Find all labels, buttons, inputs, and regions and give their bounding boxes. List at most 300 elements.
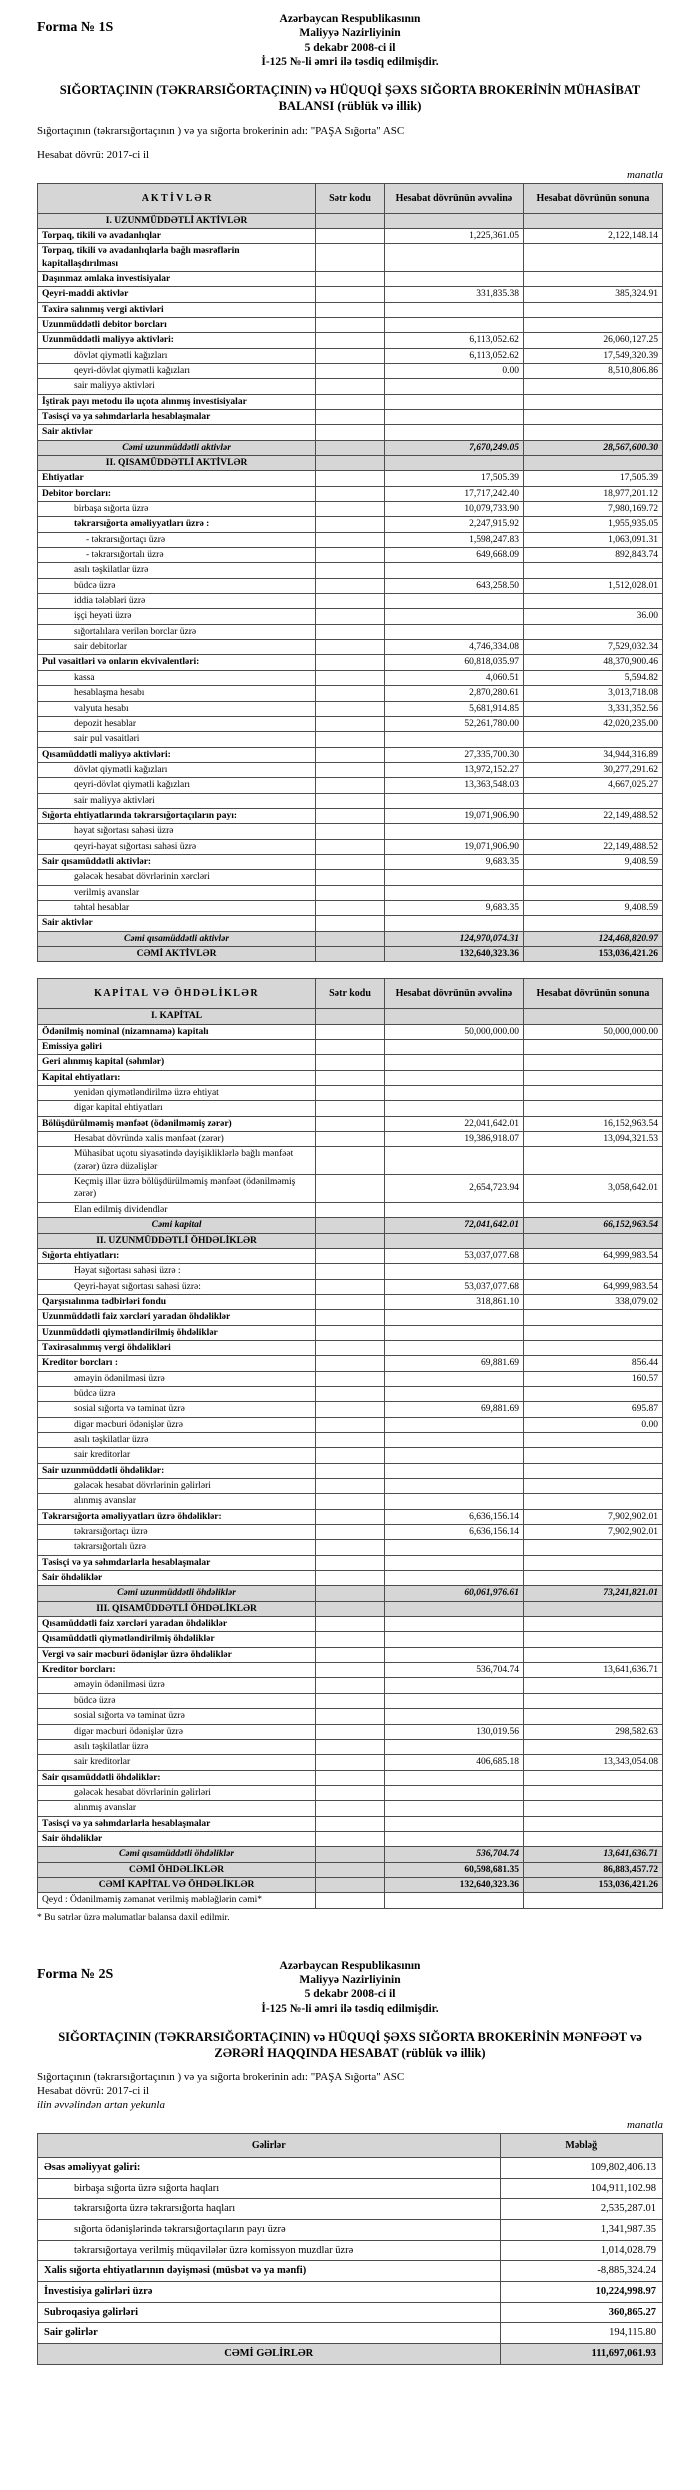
row-code — [316, 655, 385, 670]
row-value: 10,079,733.90 — [384, 502, 523, 517]
table-row — [38, 517, 663, 532]
approval-line: 5 dekabr 2008-ci il — [304, 41, 396, 54]
balance-footnote: * Bu sətrlər üzrə məlumatlar balansa daxil edilmir. — [37, 1912, 230, 1923]
table-row — [38, 1448, 663, 1463]
table-row — [38, 532, 663, 547]
row-code — [316, 1770, 385, 1785]
table-row — [38, 870, 663, 885]
row-code — [316, 1101, 385, 1116]
row-code — [316, 747, 385, 762]
row-code — [316, 1132, 385, 1147]
row-code — [316, 1724, 385, 1739]
table-row — [38, 1724, 663, 1739]
row-label: Sair qısamüddətli öhdəliklər: — [38, 1770, 316, 1785]
row-label: Uzunmüddətli maliyyə aktivləri: — [38, 333, 316, 348]
row-value — [523, 1494, 662, 1509]
table-row — [38, 747, 663, 762]
income-table — [37, 2133, 663, 2364]
table-row — [38, 900, 663, 915]
row-value — [523, 1709, 662, 1724]
row-value: 318,861.10 — [384, 1294, 523, 1309]
row-code — [316, 1402, 385, 1417]
liabilities-header-code: Sətr kodu — [316, 979, 385, 1009]
row-label: Uzunmüddətli qiymətləndirilmiş öhdəliklər — [38, 1325, 316, 1340]
row-label: təhtəl hesablar — [38, 900, 316, 915]
row-code — [316, 1279, 385, 1294]
table-row — [38, 1202, 663, 1217]
row-value: 2,870,280.61 — [384, 686, 523, 701]
row-value: 6,636,156.14 — [384, 1525, 523, 1540]
table-row — [38, 655, 663, 670]
row-value: 3,058,642.01 — [523, 1175, 662, 1203]
table-row — [38, 1463, 663, 1478]
table-row — [38, 1831, 663, 1846]
table-row — [38, 793, 663, 808]
table-row — [38, 716, 663, 731]
table-row — [38, 1386, 663, 1401]
row-value: 50,000,000.00 — [523, 1024, 662, 1039]
row-code — [316, 517, 385, 532]
row-value: 28,567,600.30 — [523, 440, 662, 455]
row-value: 194,115.80 — [500, 2323, 663, 2344]
row-value: 6,113,052.62 — [384, 333, 523, 348]
row-label: Bölüşdürülməmiş mənfəət (ödənilməmiş zərər) — [38, 1116, 316, 1131]
row-value — [384, 317, 523, 332]
table-row — [38, 854, 663, 869]
row-label: Torpaq, tikili və avadanlıqlar — [38, 228, 316, 243]
row-label: Qarşısıalınma tədbirləri fondu — [38, 1294, 316, 1309]
row-label: Uzunmüddətli faiz xərcləri yaradan öhdəliklər — [38, 1310, 316, 1325]
table-row — [38, 1248, 663, 1263]
approval-line: İ-125 №-li əmri ilə təsdiq edilmişdir. — [261, 56, 439, 69]
table-gap — [37, 962, 663, 978]
row-value — [384, 425, 523, 440]
table-row — [38, 1371, 663, 1386]
row-code — [316, 486, 385, 501]
row-label: əməyin ödənilməsi üzrə — [38, 1371, 316, 1386]
table-row — [38, 2343, 663, 2364]
assets-header-label: A K T İ V L Ə R — [38, 183, 316, 213]
table-row — [38, 1402, 663, 1417]
table-row — [38, 333, 663, 348]
row-label: digər məcburi ödənişlər üzrə — [38, 1724, 316, 1739]
approval-line: 5 dekabr 2008-ci il — [304, 1988, 396, 2001]
table-row — [38, 244, 663, 272]
row-label: Sığorta ehtiyatlarında təkrarsığortaçıların payı: — [38, 808, 316, 823]
row-value: 13,972,152.27 — [384, 762, 523, 777]
table-row — [38, 1785, 663, 1800]
row-label: depozit hesablar — [38, 716, 316, 731]
row-value: 7,529,032.34 — [523, 640, 662, 655]
row-value: 1,955,935.05 — [523, 517, 662, 532]
table-row — [38, 701, 663, 716]
row-value: 5,594.82 — [523, 670, 662, 685]
approval-line: Maliyyə Nazirliyinin — [299, 1974, 401, 1986]
row-value — [384, 1479, 523, 1494]
table-row — [38, 1479, 663, 1494]
form1-header — [37, 12, 663, 72]
row-value — [384, 1893, 523, 1908]
row-label: - təkrarsığortaçı üzrə — [38, 532, 316, 547]
row-value — [384, 302, 523, 317]
row-value: 109,802,406.13 — [500, 2158, 663, 2179]
row-label: III. QISAMÜDDƏTLİ ÖHDƏLİKLƏR — [38, 1601, 316, 1616]
row-value — [523, 1479, 662, 1494]
row-value: 536,704.74 — [384, 1847, 523, 1862]
row-code — [316, 317, 385, 332]
row-label: Kapital ehtiyatları: — [38, 1070, 316, 1085]
table-row — [38, 808, 663, 823]
row-value — [523, 1540, 662, 1555]
row-label: sosial sığorta və təminat üzrə — [38, 1402, 316, 1417]
row-value — [523, 271, 662, 286]
row-value: 2,535,287.01 — [500, 2199, 663, 2220]
row-label: Geri alınmış kapital (səhmlər) — [38, 1055, 316, 1070]
row-value — [384, 1009, 523, 1024]
row-code — [316, 900, 385, 915]
row-value: 64,999,983.54 — [523, 1279, 662, 1294]
row-value — [523, 1893, 662, 1908]
row-code — [316, 1147, 385, 1175]
row-code — [316, 1816, 385, 1831]
row-value — [523, 1055, 662, 1070]
row-value: 66,152,963.54 — [523, 1218, 662, 1233]
table-row — [38, 839, 663, 854]
row-label: sair maliyyə aktivləri — [38, 379, 316, 394]
row-code — [316, 716, 385, 731]
table-row — [38, 1663, 663, 1678]
row-code — [316, 1218, 385, 1233]
row-value — [384, 563, 523, 578]
row-value — [523, 1463, 662, 1478]
row-value — [523, 1632, 662, 1647]
row-code — [316, 271, 385, 286]
row-label: Qeyd : Ödənilməmiş zəmanət verilmiş məbləğlərin cəmi* — [38, 1893, 316, 1908]
row-value: 1,014,028.79 — [500, 2240, 663, 2261]
row-code — [316, 1009, 385, 1024]
row-label: işçi heyəti üzrə — [38, 609, 316, 624]
table-row — [38, 778, 663, 793]
table-row — [38, 1086, 663, 1101]
row-code — [316, 213, 385, 228]
row-code — [316, 456, 385, 471]
row-value: 60,061,976.61 — [384, 1586, 523, 1601]
row-code — [316, 947, 385, 962]
liabilities-table-header-row — [38, 979, 663, 1009]
row-value — [523, 244, 662, 272]
row-label: Kreditor borcları: — [38, 1663, 316, 1678]
row-label: Hesabat dövründə xalis mənfəət (zərər) — [38, 1132, 316, 1147]
row-code — [316, 1055, 385, 1070]
row-code — [316, 394, 385, 409]
table-row — [38, 409, 663, 424]
row-code — [316, 471, 385, 486]
table-row — [38, 1739, 663, 1754]
row-code — [316, 1801, 385, 1816]
row-label: gələcək hesabat dövrlərinin xərcləri — [38, 870, 316, 885]
table-row — [38, 2261, 663, 2282]
row-value — [384, 1739, 523, 1754]
period-line: Hesabat dövrü: 2017-ci il — [37, 148, 150, 161]
row-code — [316, 1831, 385, 1846]
row-value: 60,598,681.35 — [384, 1862, 523, 1877]
table-row — [38, 1540, 663, 1555]
row-code — [316, 1386, 385, 1401]
table-row — [38, 1132, 663, 1147]
row-value: 4,746,334.08 — [384, 640, 523, 655]
table-row — [38, 1693, 663, 1708]
row-code — [316, 228, 385, 243]
row-value — [384, 1647, 523, 1662]
row-value — [523, 1678, 662, 1693]
row-value: 132,640,323.36 — [384, 1877, 523, 1892]
row-label: CƏMİ GƏLİRLƏR — [38, 2343, 501, 2364]
row-value — [523, 824, 662, 839]
row-value: 36.00 — [523, 609, 662, 624]
row-label: qeyri-dövlət qiymətli kağızları — [38, 778, 316, 793]
row-value — [384, 1055, 523, 1070]
row-code — [316, 1494, 385, 1509]
row-label: Təsisçi və ya səhmdarlarla hesablaşmalar — [38, 1816, 316, 1831]
row-code — [316, 1739, 385, 1754]
table-row — [38, 1116, 663, 1131]
row-value: 4,667,025.27 — [523, 778, 662, 793]
table-row — [38, 2158, 663, 2179]
row-label: Daşınmaz əmlaka investisiyalar — [38, 271, 316, 286]
row-value — [523, 885, 662, 900]
row-value: 9,408.59 — [523, 854, 662, 869]
row-code — [316, 363, 385, 378]
row-code — [316, 532, 385, 547]
row-value — [523, 379, 662, 394]
row-value — [384, 271, 523, 286]
row-label: hesablaşma hesabı — [38, 686, 316, 701]
row-code — [316, 1040, 385, 1055]
table-row — [38, 1847, 663, 1862]
table-row — [38, 1893, 663, 1908]
row-label: Qeyri-maddi aktivlər — [38, 287, 316, 302]
approval-line: Azərbaycan Respublikasının — [279, 1959, 421, 1972]
row-value: 13,094,321.53 — [523, 1132, 662, 1147]
row-code — [316, 701, 385, 716]
row-value — [523, 1009, 662, 1024]
row-value — [523, 1310, 662, 1325]
row-code — [316, 609, 385, 624]
table-row — [38, 1801, 663, 1816]
row-value: 22,149,488.52 — [523, 808, 662, 823]
row-value — [384, 732, 523, 747]
row-label: Sığorta ehtiyatları: — [38, 1248, 316, 1263]
row-value — [523, 1325, 662, 1340]
table-row — [38, 947, 663, 962]
form2-number: Forma № 2S — [37, 1966, 114, 1982]
row-value: 7,902,902.01 — [523, 1509, 662, 1524]
row-value — [523, 425, 662, 440]
row-value — [384, 1632, 523, 1647]
row-label: valyuta hesabı — [38, 701, 316, 716]
income-header-amount: Məbləğ — [500, 2134, 663, 2158]
row-value — [384, 624, 523, 639]
row-code — [316, 1632, 385, 1647]
row-value — [384, 1571, 523, 1586]
row-label: Qısamüddətli faiz xərcləri yaradan öhdəliklər — [38, 1617, 316, 1632]
table-row — [38, 1070, 663, 1085]
form1-balance-sheet — [37, 12, 663, 1923]
row-label: Qeyri-həyat sığortası sahəsi üzrə: — [38, 1279, 316, 1294]
row-value — [384, 1101, 523, 1116]
row-value: 695.87 — [523, 1402, 662, 1417]
row-code — [316, 808, 385, 823]
row-label: II. QISAMÜDDƏTLİ AKTİVLƏR — [38, 456, 316, 471]
table-row — [38, 1279, 663, 1294]
table-row — [38, 1233, 663, 1248]
row-code — [316, 1525, 385, 1540]
row-value: 536,704.74 — [384, 1663, 523, 1678]
row-label: sair debitorlar — [38, 640, 316, 655]
row-value — [384, 1816, 523, 1831]
row-value: 1,598,247.83 — [384, 532, 523, 547]
row-value — [523, 1448, 662, 1463]
row-value — [523, 1831, 662, 1846]
row-code — [316, 379, 385, 394]
row-code — [316, 885, 385, 900]
row-code — [316, 1325, 385, 1340]
row-value — [523, 1202, 662, 1217]
row-value: 19,071,906.90 — [384, 808, 523, 823]
row-value — [384, 1831, 523, 1846]
assets-table-header-row — [38, 183, 663, 213]
row-value — [523, 1070, 662, 1085]
row-code — [316, 870, 385, 885]
table-row — [38, 1101, 663, 1116]
row-value: 406,685.18 — [384, 1755, 523, 1770]
row-value: 3,013,718.08 — [523, 686, 662, 701]
row-value: 10,224,998.97 — [500, 2281, 663, 2302]
table-row — [38, 456, 663, 471]
row-label: verilmiş avanslar — [38, 885, 316, 900]
row-code — [316, 793, 385, 808]
row-value: 17,505.39 — [384, 471, 523, 486]
table-row — [38, 1632, 663, 1647]
row-value — [523, 1233, 662, 1248]
row-code — [316, 1647, 385, 1662]
row-value: 72,041,642.01 — [384, 1218, 523, 1233]
row-value — [523, 1601, 662, 1616]
row-value — [523, 870, 662, 885]
row-value: 17,549,320.39 — [523, 348, 662, 363]
row-value — [523, 1386, 662, 1401]
row-value: 2,654,723.94 — [384, 1175, 523, 1203]
row-label: Uzunmüddətli debitor borcları — [38, 317, 316, 332]
row-value: 69,881.69 — [384, 1356, 523, 1371]
row-value — [384, 1386, 523, 1401]
table-row — [38, 1571, 663, 1586]
table-row — [38, 1040, 663, 1055]
row-value — [384, 1147, 523, 1175]
row-code — [316, 1356, 385, 1371]
row-value — [384, 1310, 523, 1325]
row-value — [384, 1785, 523, 1800]
row-code — [316, 1202, 385, 1217]
table-row — [38, 1310, 663, 1325]
row-value — [384, 824, 523, 839]
row-value: 18,977,201.12 — [523, 486, 662, 501]
row-code — [316, 1862, 385, 1877]
row-code — [316, 502, 385, 517]
row-value — [384, 1070, 523, 1085]
table-row — [38, 1417, 663, 1432]
row-label: II. UZUNMÜDDƏTLİ ÖHDƏLİKLƏR — [38, 1233, 316, 1248]
row-value: 73,241,821.01 — [523, 1586, 662, 1601]
row-code — [316, 1448, 385, 1463]
table-row — [38, 762, 663, 777]
row-value — [523, 1693, 662, 1708]
row-code — [316, 916, 385, 931]
table-row — [38, 440, 663, 455]
table-row — [38, 425, 663, 440]
table-row — [38, 1770, 663, 1785]
row-value: 1,063,091.31 — [523, 532, 662, 547]
row-value — [384, 213, 523, 228]
row-label: asılı təşkilatlar üzrə — [38, 1739, 316, 1754]
row-value: 331,835.38 — [384, 287, 523, 302]
row-value: 17,505.39 — [523, 471, 662, 486]
table-row — [38, 548, 663, 563]
table-row — [38, 302, 663, 317]
row-value: 27,335,700.30 — [384, 747, 523, 762]
row-value — [384, 1693, 523, 1708]
row-code — [316, 1877, 385, 1892]
row-label: Cəmi kapital — [38, 1218, 316, 1233]
row-value — [523, 1801, 662, 1816]
row-code — [316, 1432, 385, 1447]
row-value: 86,883,457.72 — [523, 1862, 662, 1877]
row-value: 8,510,806.86 — [523, 363, 662, 378]
row-value — [523, 1086, 662, 1101]
row-value: 124,468,820.97 — [523, 931, 662, 946]
row-code — [316, 409, 385, 424]
row-value — [384, 1801, 523, 1816]
table-row — [38, 2178, 663, 2199]
row-value: 64,999,983.54 — [523, 1248, 662, 1263]
row-value: 26,060,127.25 — [523, 333, 662, 348]
row-code — [316, 640, 385, 655]
liabilities-table — [37, 978, 663, 1908]
row-label: Cəmi uzunmüddətli aktivlər — [38, 440, 316, 455]
row-label: Mühasibat uçotu siyasətində dəyişikliklərlə bağlı mənfəət (zərər) üzrə düzəlişlər — [38, 1147, 316, 1175]
row-value: 22,149,488.52 — [523, 839, 662, 854]
row-value — [384, 1264, 523, 1279]
table-row — [38, 1218, 663, 1233]
row-value — [384, 379, 523, 394]
row-value: 13,641,636.71 — [523, 1847, 662, 1862]
row-value — [523, 1770, 662, 1785]
row-label: asılı təşkilatlar üzrə — [38, 563, 316, 578]
table-row — [38, 1356, 663, 1371]
row-value: 4,060.51 — [384, 670, 523, 685]
row-value — [384, 1678, 523, 1693]
row-value — [523, 1040, 662, 1055]
row-value: 69,881.69 — [384, 1402, 523, 1417]
row-label: həyat sığortası sahəsi üzrə — [38, 824, 316, 839]
row-label: Debitor borcları: — [38, 486, 316, 501]
row-value — [523, 732, 662, 747]
row-label: təkrarsığorta əməliyyatları üzrə : — [38, 517, 316, 532]
row-value: 13,363,548.03 — [384, 778, 523, 793]
table-row — [38, 317, 663, 332]
row-label: Elan edilmiş dividendlər — [38, 1202, 316, 1217]
row-code — [316, 548, 385, 563]
